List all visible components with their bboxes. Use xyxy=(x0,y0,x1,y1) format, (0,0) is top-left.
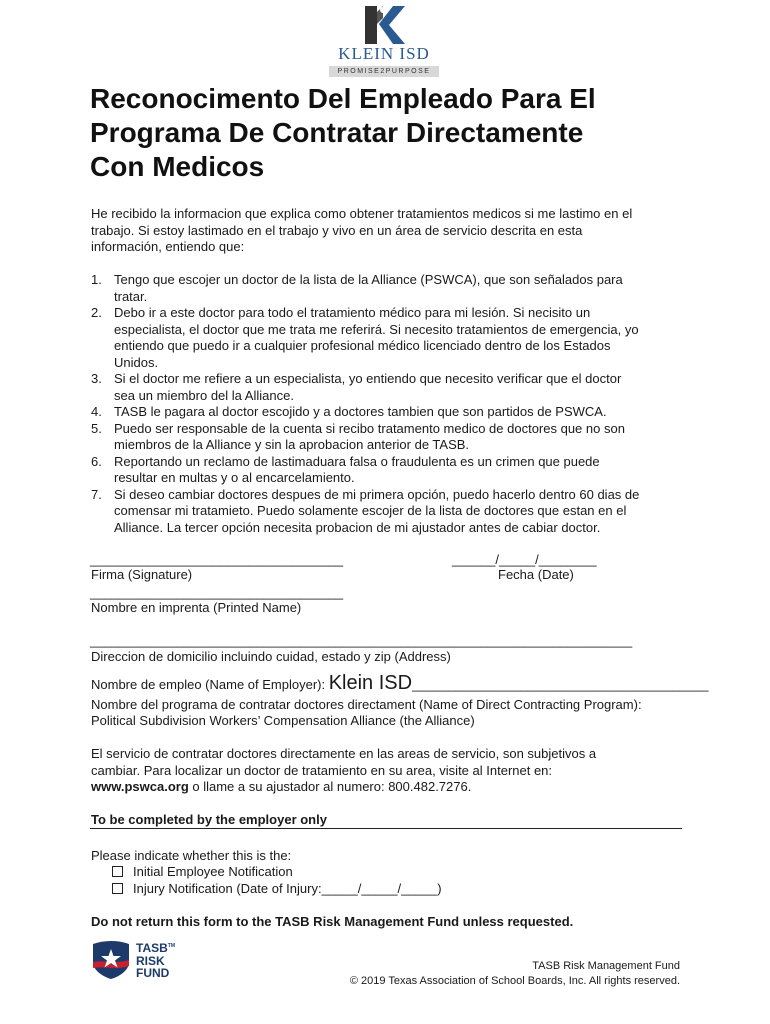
service-paragraph xyxy=(91,746,691,796)
printed-name-label: Nombre en imprenta (Printed Name) xyxy=(91,600,302,615)
logo-name: KLEIN ISD xyxy=(338,44,430,63)
list-line: Si deseo cambiar doctores despues de mi primera opción, puedo hacerlo dentro 60 dias de xyxy=(114,486,640,502)
list-line: Puedo ser responsable de la cuenta si recibo tratamento medico de doctores que no son xyxy=(114,420,625,436)
program-label: Nombre del programa de contratar doctores directament (Name of Direct Contracting Program): xyxy=(91,697,642,712)
list-line: TASB le pagara al doctor escojido y a doctores tambien que son partidos de PSWCA. xyxy=(114,404,607,419)
initial-notification-checkbox[interactable] xyxy=(112,866,123,877)
list-item xyxy=(91,272,691,305)
tasb-logo-line: FUND xyxy=(136,966,170,980)
intro-paragraph xyxy=(91,206,691,256)
list-number: 6. xyxy=(91,453,102,469)
injury-notification-option[interactable] xyxy=(112,881,442,896)
employer-prompt: Please indicate whether this is the: xyxy=(91,848,292,863)
footer-fund-name: TASB Risk Management Fund xyxy=(532,960,680,972)
page-title xyxy=(90,82,690,184)
list-line: Tengo que escojer un doctor de la lista de la Alliance (PSWCA), que son señalados para xyxy=(114,272,623,287)
tasb-risk-fund-logo xyxy=(90,940,190,980)
employer-row xyxy=(91,672,709,695)
acknowledgement-list xyxy=(91,272,691,536)
logo-tagline: PROMISE2PURPOSE xyxy=(329,66,439,77)
employer-section-heading: To be completed by the employer only xyxy=(91,812,327,827)
list-item xyxy=(91,421,691,454)
section-divider xyxy=(90,828,682,829)
list-item xyxy=(91,454,691,487)
address-field[interactable]: ___________________________________________________________________________ xyxy=(90,633,633,648)
list-item xyxy=(91,305,691,371)
intro-line: trabajo. Si estoy lastimado en el trabajo y vivo en un área de servicio descrita en esta xyxy=(91,222,583,238)
intro-line: información, entiendo que: xyxy=(91,239,245,254)
footer xyxy=(350,959,680,989)
list-item xyxy=(91,371,691,404)
service-line: cambiar. Para localizar un doctor de tratamiento en su area, visite al Internet en: xyxy=(91,762,553,778)
list-number: 3. xyxy=(91,371,102,386)
list-item xyxy=(91,487,691,537)
klein-isd-logo xyxy=(327,4,441,76)
list-line: sea un miembro del la Alliance. xyxy=(114,387,294,403)
date-field[interactable]: ______/_____/________ xyxy=(452,552,597,567)
list-number: 1. xyxy=(91,272,102,287)
title-line: Con Medicos xyxy=(90,151,265,182)
program-name: Political Subdivision Workers’ Compensation Alliance (the Alliance) xyxy=(91,713,475,728)
employer-underline: _________________________________________ xyxy=(412,677,709,692)
signature-label: Firma (Signature) xyxy=(91,567,193,582)
tasb-logo-line: RISK xyxy=(136,953,165,968)
list-number: 4. xyxy=(91,404,102,419)
signature-field[interactable]: ___________________________________ xyxy=(90,552,344,567)
list-line: comensar mi tratamieto. Puedo solamente escojer de la lista de doctores que estan en el xyxy=(114,503,627,518)
list-line: Unidos. xyxy=(114,354,159,370)
initial-notification-option[interactable] xyxy=(112,864,293,879)
list-line: Si el doctor me refiere a un especialista, yo entiendo que necesito verificar que el doctor xyxy=(114,371,622,386)
tasb-logo-line xyxy=(136,940,175,955)
list-line: resultar en multas y o al encarcelamiento. xyxy=(114,470,355,485)
list-item xyxy=(91,404,691,421)
return-warning: Do not return this form to the TASB Risk Management Fund unless requested. xyxy=(91,914,574,929)
pswca-link[interactable]: www.pswca.org xyxy=(91,779,189,794)
date-label: Fecha (Date) xyxy=(498,567,574,582)
list-number: 5. xyxy=(91,420,102,436)
list-line: Alliance. La tercer opción necesita probacion de mi ajustador antes de cabiar doctor. xyxy=(114,519,601,535)
list-line: especialista, el doctor que me trata me referirá. Si necesito tratamientos de emergencia, yo xyxy=(114,321,639,337)
employer-label: Nombre de empleo (Name of Employer): xyxy=(91,677,329,692)
klein-k-icon xyxy=(363,4,405,46)
address-label: Direccion de domicilio incluindo cuidad, estado y zip (Address) xyxy=(91,649,451,664)
footer-copyright: © 2019 Texas Association of School Boards, Inc. All rights reserved. xyxy=(349,975,680,987)
intro-line: He recibido la informacion que explica como obtener tratamientos medicos si me lastimo en el xyxy=(91,206,633,221)
tasb-shield-icon xyxy=(90,940,132,980)
list-line: Reportando un reclamo de lastimaduara falsa o fraudulenta es un crimen que puede xyxy=(114,453,600,469)
employer-name-field[interactable]: Klein ISD xyxy=(328,672,413,694)
service-phone-text: o llame a su ajustador al numero: 800.482.7276. xyxy=(188,779,472,794)
list-number: 2. xyxy=(91,305,102,320)
list-line: Debo ir a este doctor para todo el tratamiento médico para mi lesión. Si necisito un xyxy=(114,305,591,320)
list-line: entiendo que puedo ir a cualquier profesional médico licenciado dentro de los Estados xyxy=(114,338,611,353)
service-line xyxy=(91,779,691,796)
list-line: tratar. xyxy=(114,288,148,304)
title-line: Programa De Contratar Directamente xyxy=(90,117,584,148)
service-line: El servicio de contratar doctores directamente en las areas de servicio, son subjetivos a xyxy=(91,746,597,761)
injury-notification-checkbox[interactable] xyxy=(112,883,123,894)
list-line: miembros de la Alliance y sin la aprobacion anterior de TASB. xyxy=(114,437,470,452)
list-number: 7. xyxy=(91,486,102,502)
initial-notification-label: Initial Employee Notification xyxy=(133,864,293,879)
title-line: Reconocimento Del Empleado Para El xyxy=(90,83,596,114)
injury-notification-label: Injury Notification (Date of Injury:_____/_____/_____) xyxy=(133,881,442,896)
tasb-word: TASB xyxy=(136,941,168,955)
printed-name-field[interactable]: ___________________________________ xyxy=(90,585,344,600)
trademark-mark: TM xyxy=(167,943,176,949)
tasb-logo-text xyxy=(136,940,175,980)
